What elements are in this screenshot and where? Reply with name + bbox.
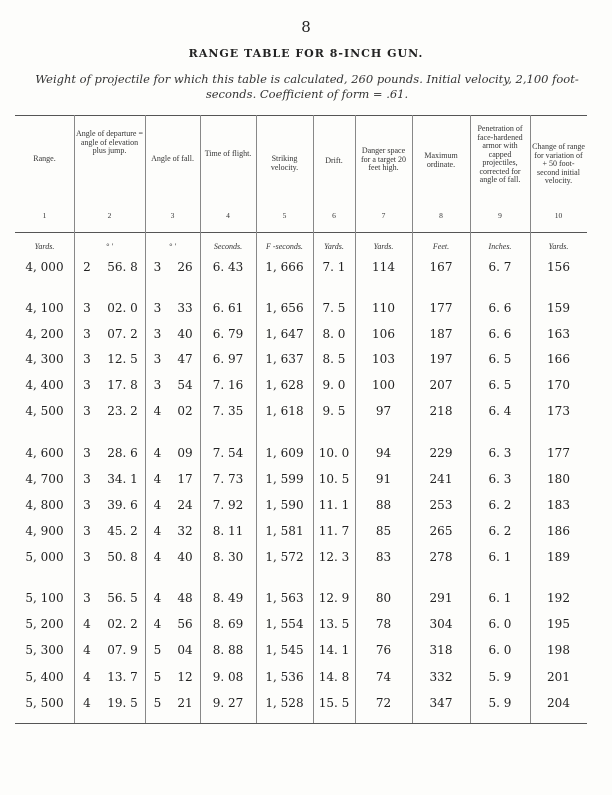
table-cell: 278 (429, 550, 453, 564)
table-cell: 21 (177, 696, 193, 710)
table-cell: 28. 6 (107, 446, 138, 460)
table-cell: 91 (375, 472, 392, 486)
table-cell: 6. 0 (488, 643, 512, 657)
table-cell: 3 (83, 327, 91, 341)
table-cell: 186 (547, 524, 570, 538)
table-cell: 3 (83, 404, 91, 418)
table-cell: 4 (153, 550, 162, 564)
table-cell: 163 (547, 327, 570, 341)
table-cell: 166 (547, 352, 570, 366)
column-unit: Feet. (432, 242, 450, 251)
column-header: Angle of departure = angle of elevation plus jump. (76, 129, 143, 155)
table-cell: 347 (429, 696, 453, 710)
table-cell: 5, 100 (25, 591, 64, 605)
table-cell: 177 (547, 446, 570, 460)
table-cell: 09 (177, 446, 193, 460)
table-cell: 34. 1 (107, 472, 138, 486)
table-cell: 1, 581 (265, 524, 304, 538)
table-cell: 7. 73 (212, 472, 244, 486)
table-cell: 201 (547, 670, 570, 684)
table-cell: 4 (83, 670, 91, 684)
table-cell: 5, 400 (25, 670, 64, 684)
table-cell: 6. 3 (488, 446, 512, 460)
table-cell: 4, 800 (25, 498, 64, 512)
table-cell: 3 (83, 550, 91, 564)
table-cell: 40 (177, 550, 193, 564)
table-cell: 02. 0 (107, 301, 138, 315)
table-cell: 6. 5 (488, 378, 512, 392)
table-cell: 6. 43 (212, 260, 244, 274)
table-cell: 4, 600 (25, 446, 64, 460)
table-cell: 6. 2 (488, 524, 512, 538)
table-cell: 156 (547, 260, 570, 274)
table-cell: 32 (177, 524, 193, 538)
table-cell: 204 (547, 696, 570, 710)
table-cell: 1, 563 (265, 591, 304, 605)
table-cell: 4, 200 (25, 327, 64, 341)
table-cell: 4 (153, 591, 162, 605)
column-number: 2 (107, 211, 112, 220)
column-unit: Inches. (488, 242, 512, 251)
column-unit: Yards. (373, 242, 394, 251)
table-title: RANGE TABLE FOR 8-INCH GUN. (188, 47, 424, 60)
table-cell: 207 (429, 378, 453, 392)
table-cell: 24 (177, 498, 193, 512)
table-cell: 97 (375, 404, 392, 418)
table-cell: 189 (547, 550, 570, 564)
table-cell: 02 (177, 404, 193, 418)
column-header: Angle of fall. (151, 154, 194, 163)
table-cell: 4 (153, 498, 162, 512)
table-cell: 6. 4 (488, 404, 512, 418)
column-unit: ° ′ (106, 242, 113, 251)
column-divider (74, 115, 75, 723)
table-cell: 3 (83, 446, 91, 460)
table-cell: 39. 6 (107, 498, 138, 512)
table-cell: 110 (372, 301, 395, 315)
rule-line (15, 232, 587, 233)
column-header: Danger space for a target 20 feet high. (361, 146, 406, 172)
table-cell: 4, 000 (25, 260, 64, 274)
table-cell: 229 (429, 446, 453, 460)
table-cell: 5, 000 (25, 550, 64, 564)
table-cell: 8. 88 (212, 643, 244, 657)
table-cell: 4, 300 (25, 352, 64, 366)
table-cell: 14. 1 (318, 643, 350, 657)
table-cell: 9. 08 (212, 670, 244, 684)
table-cell: 8. 5 (322, 352, 346, 366)
table-cell: 6. 6 (488, 327, 512, 341)
table-cell: 48 (177, 591, 193, 605)
column-divider (530, 115, 531, 723)
table-cell: 318 (429, 643, 453, 657)
table-cell: 10. 0 (318, 446, 350, 460)
table-cell: 14. 8 (318, 670, 350, 684)
table-cell: 4 (83, 617, 91, 631)
table-cell: 17 (177, 472, 193, 486)
table-cell: 50. 8 (107, 550, 138, 564)
table-cell: 106 (372, 327, 395, 341)
table-cell: 6. 7 (488, 260, 512, 274)
table-cell: 23. 2 (107, 404, 138, 418)
table-cell: 6. 2 (488, 498, 512, 512)
table-cell: 1, 554 (265, 617, 304, 631)
table-cell: 8. 0 (322, 327, 346, 341)
table-cell: 8. 30 (212, 550, 244, 564)
table-cell: 1, 599 (265, 472, 304, 486)
column-unit: ° ′ (169, 242, 176, 251)
table-cell: 3 (153, 378, 162, 392)
table-cell: 7. 5 (322, 301, 346, 315)
table-cell: 45. 2 (107, 524, 138, 538)
table-cell: 56. 5 (107, 591, 138, 605)
table-cell: 177 (429, 301, 453, 315)
table-cell: 7. 92 (212, 498, 244, 512)
table-cell: 4, 900 (25, 524, 64, 538)
table-cell: 5, 200 (25, 617, 64, 631)
column-number: 7 (381, 211, 386, 220)
table-cell: 291 (429, 591, 453, 605)
table-cell: 9. 27 (212, 696, 244, 710)
page-number: 8 (301, 18, 311, 36)
table-cell: 3 (83, 301, 91, 315)
table-cell: 192 (547, 591, 570, 605)
table-cell: 4, 400 (25, 378, 64, 392)
table-cell: 6. 3 (488, 472, 512, 486)
table-cell: 2 (83, 260, 91, 274)
table-cell: 6. 0 (488, 617, 512, 631)
table-cell: 5. 9 (488, 670, 512, 684)
column-number: 8 (439, 211, 443, 220)
table-cell: 6. 1 (488, 550, 512, 564)
table-cell: 4 (153, 524, 162, 538)
table-cell: 6. 79 (212, 327, 244, 341)
table-cell: 26 (177, 260, 193, 274)
table-cell: 6. 97 (212, 352, 244, 366)
column-unit: F -seconds. (266, 242, 303, 251)
table-cell: 3 (83, 524, 91, 538)
table-cell: 4 (83, 696, 91, 710)
table-cell: 13. 7 (107, 670, 138, 684)
table-cell: 183 (547, 498, 570, 512)
table-cell: 218 (429, 404, 453, 418)
column-number: 3 (170, 211, 175, 220)
table-cell: 173 (547, 404, 570, 418)
table-cell: 5, 500 (25, 696, 64, 710)
table-cell: 3 (83, 498, 91, 512)
table-cell: 170 (547, 378, 570, 392)
table-cell: 241 (429, 472, 453, 486)
table-cell: 19. 5 (107, 696, 138, 710)
table-cell: 85 (375, 524, 392, 538)
table-cell: 4 (153, 472, 162, 486)
table-cell: 54 (177, 378, 193, 392)
table-cell: 8. 49 (212, 591, 244, 605)
column-number: 9 (498, 211, 502, 220)
column-number: 4 (226, 211, 230, 220)
table-cell: 1, 647 (265, 327, 304, 341)
table-cell: 5 (153, 696, 162, 710)
table-cell: 4, 100 (25, 301, 64, 315)
table-cell: 4 (153, 617, 162, 631)
table-cell: 80 (375, 591, 392, 605)
column-header: Change of range for variation of + 50 foot-second initial velocity. (532, 142, 585, 185)
table-cell: 12. 9 (318, 591, 350, 605)
table-cell: 8. 69 (212, 617, 244, 631)
column-divider (145, 115, 146, 723)
table-cell: 253 (429, 498, 453, 512)
column-divider (256, 115, 257, 723)
table-cell: 3 (83, 591, 91, 605)
table-cell: 47 (177, 352, 193, 366)
table-cell: 12. 5 (107, 352, 138, 366)
table-cell: 4, 700 (25, 472, 64, 486)
table-subtitle: Weight of projectile for which this table is calculated, 260 pounds. Initial velocity, 2,100 foot-seconds. Coefficient of form = .61. (35, 72, 579, 101)
column-header: Drift. (325, 156, 343, 165)
table-cell: 6. 6 (488, 301, 512, 315)
table-cell: 3 (153, 301, 162, 315)
table-cell: 3 (83, 352, 91, 366)
table-cell: 1, 572 (265, 550, 304, 564)
column-header: Penetration of face-hardened armor with capped projectiles, corrected for angle of fall. (477, 124, 523, 184)
table-cell: 332 (429, 670, 453, 684)
table-cell: 9. 5 (322, 404, 346, 418)
table-cell: 103 (372, 352, 395, 366)
table-cell: 7. 16 (212, 378, 244, 392)
table-cell: 7. 35 (212, 404, 244, 418)
table-cell: 07. 9 (107, 643, 138, 657)
table-cell: 4, 500 (25, 404, 64, 418)
table-cell: 9. 0 (322, 378, 346, 392)
table-cell: 3 (83, 378, 91, 392)
table-cell: 6. 5 (488, 352, 512, 366)
table-cell: 304 (429, 617, 453, 631)
table-cell: 83 (375, 550, 392, 564)
table-cell: 33 (177, 301, 193, 315)
table-cell: 197 (429, 352, 453, 366)
table-cell: 5, 300 (25, 643, 64, 657)
table-cell: 5 (153, 670, 162, 684)
table-cell: 1, 609 (265, 446, 304, 460)
table-cell: 76 (375, 643, 392, 657)
table-cell: 7. 54 (212, 446, 244, 460)
table-cell: 100 (372, 378, 395, 392)
table-cell: 40 (177, 327, 193, 341)
column-number: 5 (282, 211, 287, 220)
table-cell: 159 (547, 301, 570, 315)
table-cell: 1, 528 (265, 696, 304, 710)
column-header: Range. (33, 154, 56, 163)
table-cell: 15. 5 (318, 696, 350, 710)
column-divider (200, 115, 201, 723)
column-header: Time of flight. (204, 149, 252, 158)
column-unit: Yards. (548, 242, 569, 251)
table-cell: 4 (83, 643, 91, 657)
table-cell: 12 (177, 670, 193, 684)
table-cell: 3 (83, 472, 91, 486)
table-cell: 265 (429, 524, 453, 538)
table-cell: 114 (372, 260, 395, 274)
table-cell: 10. 5 (318, 472, 350, 486)
table-cell: 72 (375, 696, 392, 710)
table-cell: 1, 628 (265, 378, 304, 392)
table-cell: 78 (375, 617, 392, 631)
table-cell: 195 (547, 617, 570, 631)
table-cell: 1, 656 (265, 301, 304, 315)
column-unit: Yards. (324, 242, 344, 251)
table-cell: 6. 1 (488, 591, 512, 605)
table-cell: 5. 9 (488, 696, 512, 710)
table-cell: 1, 637 (265, 352, 304, 366)
table-cell: 12. 3 (318, 550, 350, 564)
column-number: 6 (332, 211, 336, 220)
table-cell: 88 (375, 498, 392, 512)
range-table (15, 115, 587, 726)
table-cell: 3 (153, 260, 162, 274)
column-number: 1 (42, 211, 47, 220)
table-cell: 180 (547, 472, 570, 486)
table-cell: 1, 590 (265, 498, 304, 512)
table-cell: 6. 61 (212, 301, 244, 315)
table-cell: 74 (375, 670, 392, 684)
column-unit: Yards. (34, 242, 55, 251)
column-divider (470, 115, 471, 723)
table-cell: 4 (153, 446, 162, 460)
table-cell: 4 (153, 404, 162, 418)
table-cell: 56. 8 (107, 260, 138, 274)
table-cell: 7. 1 (322, 260, 346, 274)
table-cell: 94 (375, 446, 392, 460)
column-number: 10 (554, 211, 563, 220)
rule-line (15, 723, 587, 724)
table-cell: 17. 8 (107, 378, 138, 392)
table-cell: 3 (153, 327, 162, 341)
table-cell: 167 (429, 260, 453, 274)
table-cell: 02. 2 (107, 617, 138, 631)
table-cell: 1, 545 (265, 643, 304, 657)
table-cell: 198 (547, 643, 570, 657)
table-cell: 13. 5 (318, 617, 350, 631)
table-cell: 187 (429, 327, 453, 341)
table-cell: 11. 7 (318, 524, 350, 538)
column-divider (355, 115, 356, 723)
table-cell: 5 (153, 643, 162, 657)
table-cell: 1, 666 (265, 260, 304, 274)
table-cell: 3 (153, 352, 162, 366)
rule-line (15, 115, 587, 116)
table-cell: 56 (177, 617, 193, 631)
table-cell: 04 (177, 643, 193, 657)
table-cell: 8. 11 (212, 524, 244, 538)
table-cell: 07. 2 (107, 327, 138, 341)
table-cell: 1, 618 (265, 404, 304, 418)
column-header: Striking velocity. (270, 154, 299, 172)
table-cell: 1, 536 (265, 670, 304, 684)
column-unit: Seconds. (213, 242, 243, 251)
column-divider (412, 115, 413, 723)
table-cell: 11. 1 (318, 498, 350, 512)
column-divider (313, 115, 314, 723)
column-header: Maximum ordinate. (424, 151, 458, 169)
